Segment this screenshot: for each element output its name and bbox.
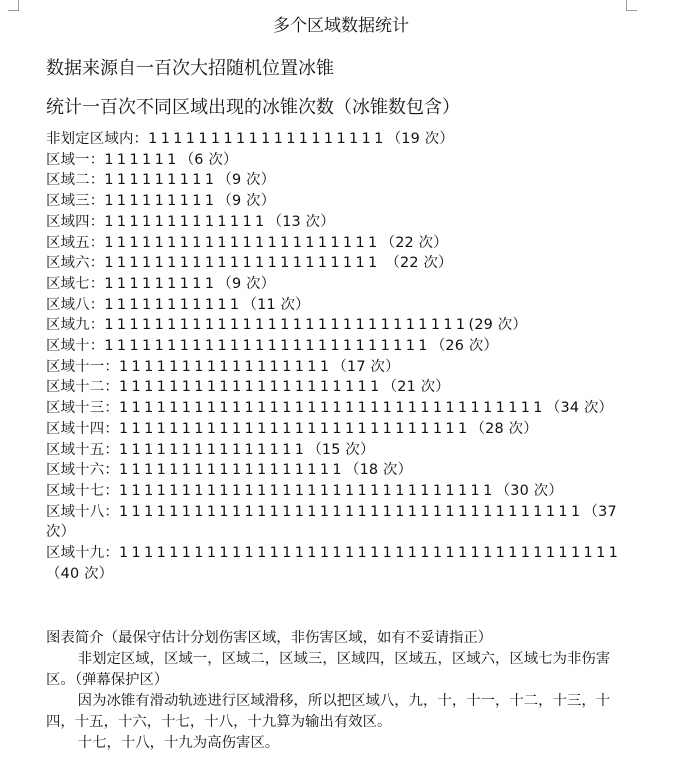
region-count: （17 次） — [332, 358, 400, 375]
region-count: （11 次） — [242, 296, 310, 313]
region-label: 区域十五： — [46, 441, 119, 458]
region-count: （37 次） — [46, 503, 617, 541]
region-count: （21 次） — [382, 379, 450, 396]
region-row — [46, 253, 636, 274]
region-label: 区域三： — [46, 193, 105, 210]
region-tally: 111111111111111111111 — [118, 379, 383, 396]
region-row — [46, 398, 636, 419]
region-label: 区域十一： — [46, 358, 119, 375]
region-row — [46, 233, 636, 254]
region-count: （19 次） — [386, 131, 454, 147]
region-count: （9 次） — [217, 275, 276, 292]
region-tally: 1111111111111111111111111111111111111111 — [118, 545, 622, 562]
region-count: （18 次） — [344, 462, 413, 479]
region-count: （9 次） — [217, 172, 276, 189]
region-label: 区域四： — [46, 213, 105, 230]
region-count: （22 次） — [380, 255, 453, 272]
region-tally: 1111111111111111111111 — [104, 234, 381, 251]
region-tally: 11111111111111111111111111 — [104, 338, 431, 355]
region-count: （22 次） — [380, 234, 448, 251]
region-row — [46, 377, 636, 398]
region-label: 区域十六： — [46, 462, 119, 479]
region-row — [46, 440, 636, 461]
region-label: 区域十八： — [46, 503, 119, 520]
region-count: （34 次） — [545, 400, 614, 417]
region-label: 区域七： — [46, 275, 105, 292]
region-label: 区域九： — [46, 317, 105, 334]
region-label: 非划定区域内： — [46, 131, 149, 147]
region-count: （30 次） — [495, 482, 563, 499]
region-label: 区域八： — [46, 296, 105, 313]
region-tally: 111111111111111 — [118, 441, 308, 458]
region-label: 区域十二： — [46, 379, 119, 396]
region-tally: 1111111111111111111 — [148, 131, 387, 147]
chart-intro-non-damage: 非划定区域，区域一，区域二，区域三，区域四，区域五，区域六，区域七为非伤害区。（弹幕保护区） — [46, 651, 611, 688]
region-tally: 111111111 — [104, 193, 218, 210]
chart-intro-high-damage: 十七，十八，十九为高伤害区。 — [77, 735, 280, 751]
region-count: （28 次） — [470, 420, 538, 437]
region-row — [46, 129, 636, 150]
region-tally: 11111111111 — [104, 296, 243, 313]
region-tally: 1111111111111111111111 — [104, 255, 381, 272]
region-tally: 11111111111111111 — [118, 358, 333, 375]
region-row — [46, 170, 636, 191]
region-count: （15 次） — [307, 441, 375, 458]
region-label: 区域十三： — [46, 400, 119, 417]
region-label: 区域一： — [46, 151, 105, 168]
region-count: （13 次） — [267, 213, 335, 230]
region-row — [46, 419, 636, 440]
chart-intro-heading: 图表简介（最保守估计分划伤害区域，非伤害区域，如有不妥请指正） — [46, 630, 493, 646]
region-tally: 111111111111111111 — [118, 462, 345, 479]
document-title: 多个区域数据统计 — [273, 16, 409, 36]
stat-heading: 统计一百次不同区域出现的冰锥次数（冰锥数包含） — [46, 97, 460, 118]
chart-intro-effective: 因为冰锥有滑动轨迹进行区域滑移，所以把区域八，九，十，十一，十二，十三，十四，十五，十六，十七，十八，十九算为输出有效区。 — [46, 693, 611, 730]
region-label: 区域六： — [46, 255, 105, 272]
region-row — [46, 315, 636, 336]
region-label: 区域十九： — [46, 545, 119, 562]
region-row — [46, 460, 636, 481]
region-row — [46, 191, 636, 212]
region-row — [46, 150, 636, 171]
region-label: 区域二： — [46, 172, 105, 189]
region-count: （40 次） — [46, 565, 114, 582]
region-label: 区域十： — [46, 338, 105, 355]
region-tally: 11111111111111111111111111111 — [104, 317, 469, 334]
region-tally: 1111111111111111111111111111111111 — [118, 400, 546, 417]
region-count: （9 次） — [217, 193, 276, 210]
region-tally: 111111 — [104, 151, 180, 168]
region-row — [46, 336, 636, 357]
region-tally: 1111111111111111111111111111 — [118, 420, 471, 437]
region-tally: 1111111111111111111111111111111111111 — [118, 503, 584, 520]
page-corner-mark-right — [626, 0, 637, 11]
region-row — [46, 543, 636, 584]
region-row — [46, 502, 636, 543]
region-count-list — [46, 129, 636, 584]
region-tally: 1111111111111 — [104, 213, 268, 230]
region-label: 区域十四： — [46, 420, 119, 437]
source-heading: 数据来源自一百次大招随机位置冰锥 — [46, 58, 334, 79]
region-tally: 111111111 — [104, 172, 218, 189]
region-count: (29 次） — [468, 317, 527, 334]
chart-intro — [46, 628, 616, 754]
region-label: 区域五： — [46, 234, 105, 251]
page-corner-mark-left — [8, 0, 19, 11]
region-label: 区域十七： — [46, 482, 119, 499]
region-row — [46, 357, 636, 378]
region-count: （26 次） — [430, 338, 499, 355]
region-row — [46, 481, 636, 502]
region-row — [46, 212, 636, 233]
region-row — [46, 274, 636, 295]
region-tally: 111111111 — [104, 275, 218, 292]
region-count: （6 次） — [179, 151, 238, 168]
region-row — [46, 295, 636, 316]
region-tally: 111111111111111111111111111111 — [118, 482, 496, 499]
